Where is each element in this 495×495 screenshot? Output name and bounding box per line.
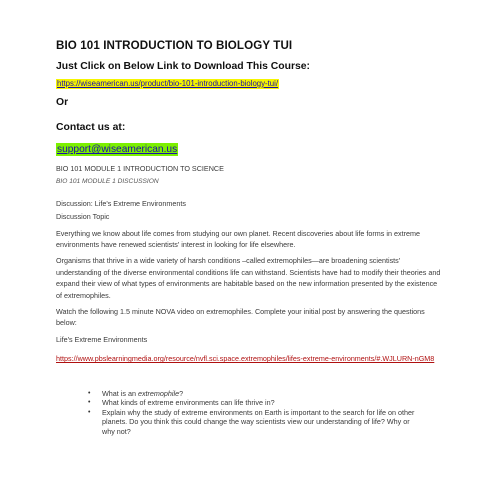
video-title: Life's Extreme Environments: [56, 334, 148, 344]
module-title: BIO 101 MODULE 1 INTRODUCTION TO SCIENCE: [56, 164, 224, 173]
bullet-icon: •: [88, 399, 91, 407]
or-separator: Or: [56, 97, 69, 108]
paragraph-extremophiles: Organisms that thrive in a wide variety of harsh conditions –called extremophiles—are broadening scientists' understanding of the diverse environmental conditions life can withstand. Scientists have had to modify their theories and expand their view of what types of environments are habitable based on the new information presented by the existence of extremophiles.: [56, 256, 441, 300]
question-1-term: extremophile: [137, 388, 180, 398]
list-item: [88, 389, 423, 399]
question-1-prefix: What is an: [102, 388, 138, 398]
document-page: [56, 38, 441, 437]
discussion-heading: BIO 101 MODULE 1 DISCUSSION: [56, 178, 159, 186]
bullet-icon: •: [88, 408, 91, 416]
download-prompt: Just Click on Below Link to Download This Course:: [56, 61, 311, 72]
course-download-link[interactable]: https://wiseamerican.us/product/bio-101-introduction-biology-tui/: [57, 79, 279, 88]
paragraph-intro: Everything we know about life comes from studying our own planet. Recent discoveries about life forms in extreme environments have renewed scientists' interest in looking for life elsewhere.: [56, 228, 420, 250]
video-link[interactable]: https://www.pbslearningmedia.org/resource/nvfl.sci.space.extremophiles/lifes-extreme-environments/#.WJLURN-nGM8: [56, 354, 435, 364]
question-3: Explain why the study of extreme environments on Earth is important to the search for life on other planets. Do you think this could change the way scientists view our understanding of life? Why or why not?: [102, 407, 415, 437]
support-email-link[interactable]: support@wiseamerican.us: [57, 144, 178, 155]
contact-label: Contact us at:: [56, 122, 126, 133]
question-2: What kinds of extreme environments can life thrive in?: [102, 398, 275, 408]
bullet-icon: •: [88, 389, 91, 397]
paragraph-video-instructions: Watch the following 1.5 minute NOVA video on extremophiles. Complete your initial post by answering the questions below:: [56, 307, 425, 328]
list-item: [88, 398, 423, 408]
discussion-topic: Discussion Topic: [56, 212, 110, 222]
question-list: [88, 389, 423, 437]
question-1-suffix: ?: [179, 388, 184, 398]
discussion-name: Discussion: Life's Extreme Environments: [56, 198, 186, 208]
document-title: BIO 101 INTRODUCTION TO BIOLOGY TUI: [56, 39, 293, 52]
list-item: [88, 408, 423, 437]
